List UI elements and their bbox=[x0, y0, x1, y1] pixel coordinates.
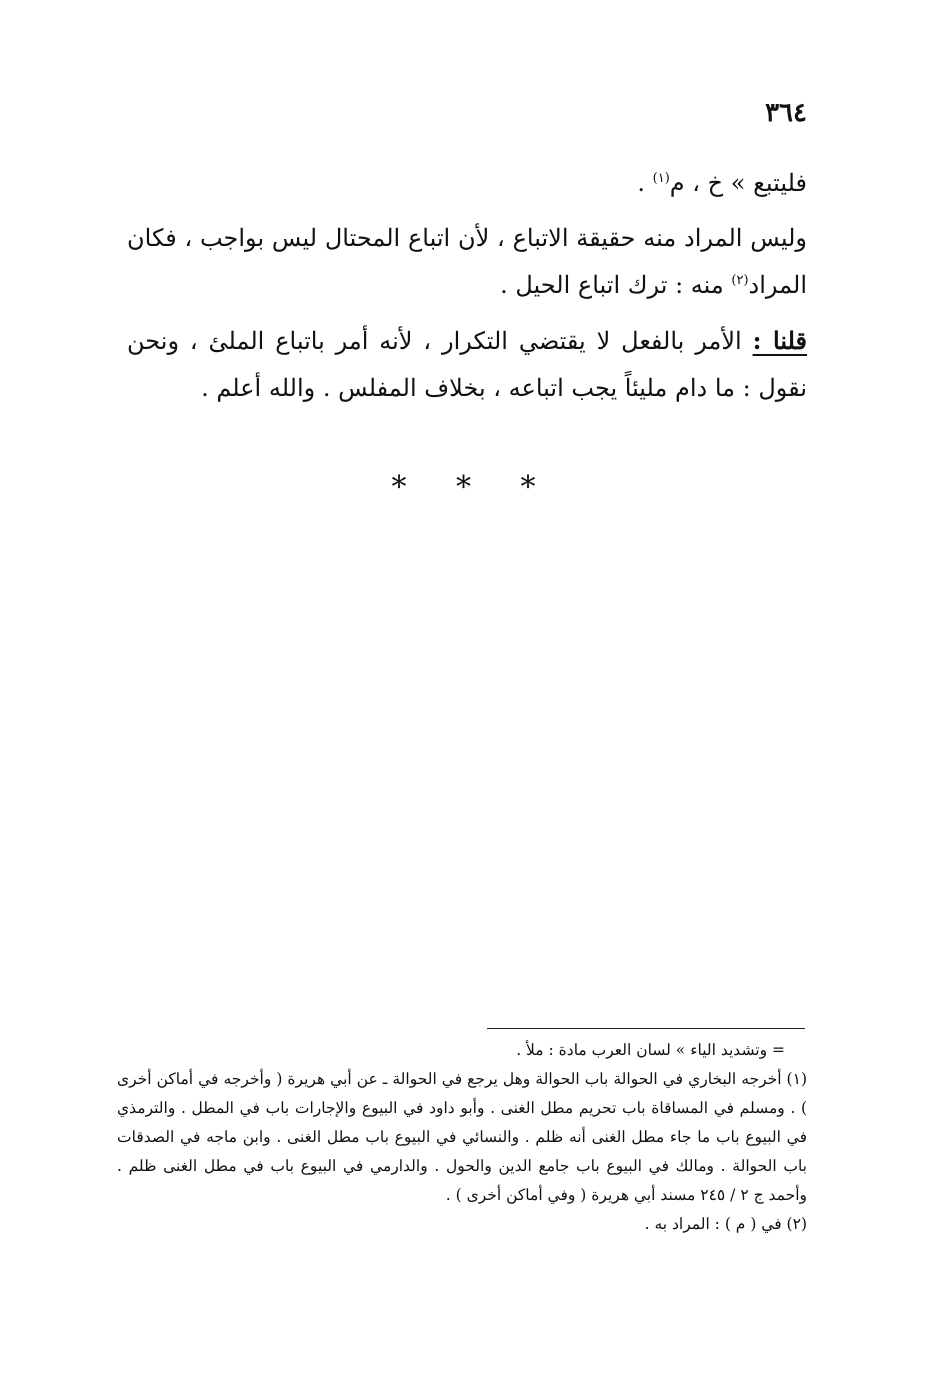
paragraph-2-tail: منه : ترك اتباع الحيل . bbox=[500, 271, 732, 299]
footnote-divider bbox=[487, 1028, 805, 1029]
main-text bbox=[127, 160, 807, 412]
footnotes bbox=[117, 1036, 807, 1239]
paragraph-3-lead: قلنا : bbox=[752, 326, 807, 355]
paragraph-1 bbox=[127, 160, 807, 207]
footnote-ref-1[interactable]: (١) bbox=[652, 171, 670, 186]
section-separator: * * * bbox=[391, 470, 556, 505]
paragraph-3 bbox=[127, 317, 807, 412]
paragraph-1-text: فليتبع » خ ، م bbox=[669, 169, 807, 197]
footnote-continuation: = وتشديد الياء » لسان العرب مادة : ملأ . bbox=[516, 1041, 785, 1059]
footnote-ref-2[interactable]: (٢) bbox=[731, 273, 749, 288]
footnote-2: (٢) في ( م ) : المراد به . bbox=[644, 1215, 807, 1233]
paragraph-1-tail: . bbox=[637, 169, 653, 197]
footnote-1: (١) أخرجه البخاري في الحوالة باب الحوالة وهل يرجع في الحوالة ـ عن أبي هريرة ( وأخرجه في أماكن أخرى ) . ومسلم في المساقاة باب تحريم مطل الغنى . وأبو داود في البيوع والإجارات باب في المطل . والترمذي في البيوع باب ما جاء مطل الغنى أنه ظلم . والنسائي في البيوع باب مطل الغنى . وابن ماجه في الصدقات باب الحوالة . ومالك في البيوع باب جامع الدين والحول . والدارمي في البيوع باب في مطل الغنى ظلم . وأحمد ج ٢ / ٢٤٥ مسند أبي هريرة ( وفي أماكن أخرى ) . bbox=[117, 1070, 807, 1204]
paragraph-2 bbox=[127, 215, 807, 309]
paragraph-2-text: وليس المراد منه حقيقة الاتباع ، لأن اتباع المحتال ليس بواجب ، فكان المراد bbox=[127, 224, 807, 299]
page-number: ٣٦٤ bbox=[765, 98, 807, 128]
paragraph-3-text: الأمر بالفعل لا يقتضي التكرار ، لأنه أمر باتباع الملئ ، ونحن نقول : ما دام مليئاً يجب اتباعه ، بخلاف المفلس . والله أعلم . bbox=[127, 327, 807, 402]
